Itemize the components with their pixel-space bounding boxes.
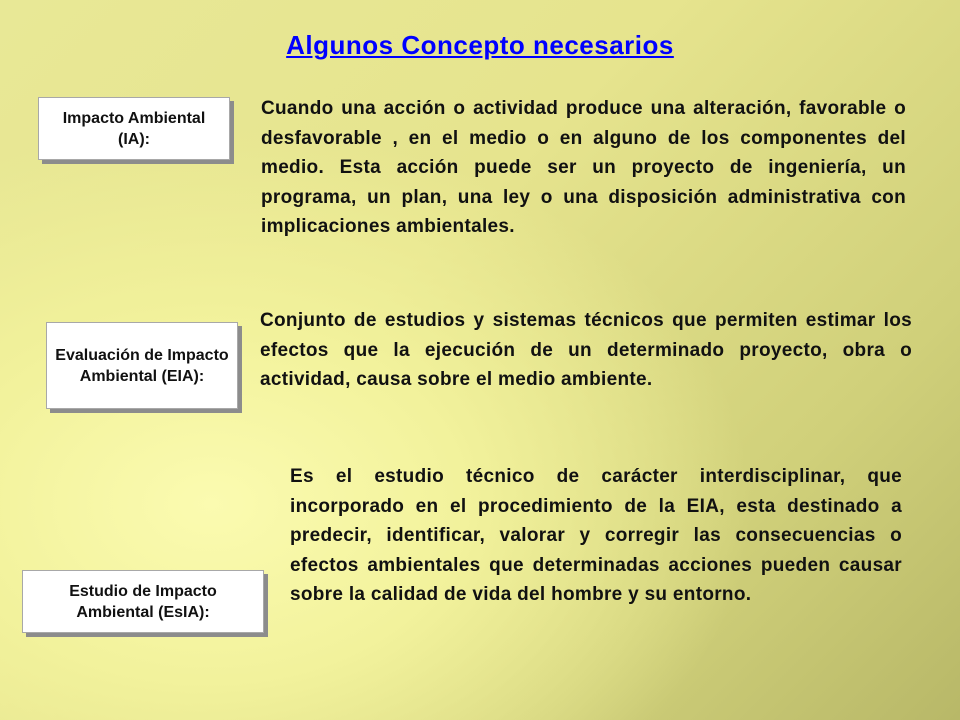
slide-title: Algunos Concepto necesarios [286, 30, 674, 60]
concept-description-impacto-ambiental: Cuando una acción o actividad produce una alteración, favorable o desfavorable , en el medio o en alguno de los componentes del medio. Esta acción puede ser un proyecto de ingeniería, un programa, un plan, una ley o una disposición administrativa con implicaciones ambientales. [261, 98, 906, 237]
concept-label-estudio-impacto-ambiental: Estudio de Impacto Ambiental (EsIA): [22, 570, 264, 633]
concept-label-impacto-ambiental: Impacto Ambiental (IA): [38, 97, 230, 160]
concept-description-estudio-impacto-ambiental: Es el estudio técnico de carácter interdisciplinar, que incorporado en el procedimiento de la EIA, esta destinado a predecir, identificar, valorar y corregir las consecuencias o efectos ambientales que determinadas acciones pueden causar sobre la calidad de vida del hombre y su entorno. [290, 466, 902, 605]
concept-description-evaluacion-impacto-ambiental: Conjunto de estudios y sistemas técnicos que permiten estimar los efectos que la ejecución de un determinado proyecto, obra o actividad, causa sobre el medio ambiente. [260, 310, 912, 390]
concept-label-evaluacion-impacto-ambiental: Evaluación de Impacto Ambiental (EIA): [46, 322, 238, 409]
